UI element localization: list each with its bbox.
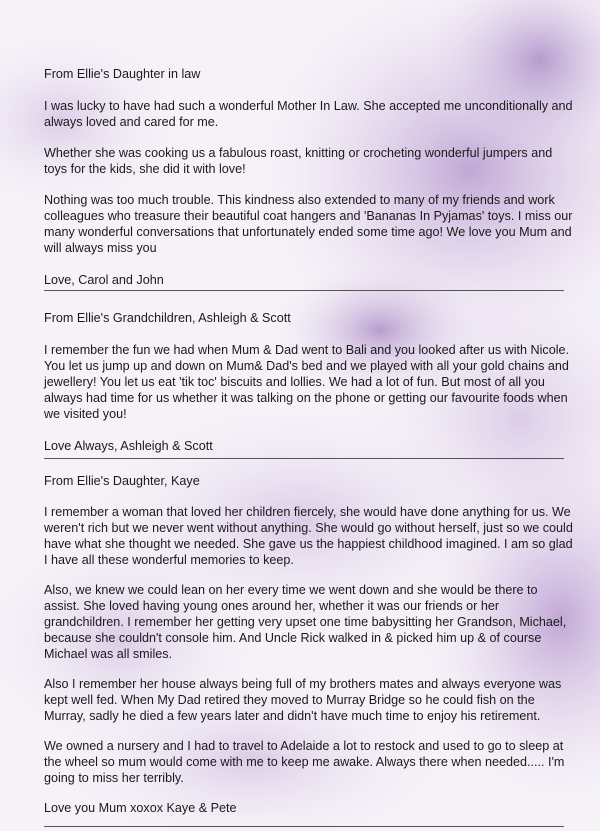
section-heading: From Ellie's Daughter, Kaye: [44, 474, 200, 488]
section-heading: From Ellie's Daughter in law: [44, 67, 201, 81]
signoff: Love Always, Ashleigh & Scott: [44, 439, 213, 453]
paragraph: Whether she was cooking us a fabulous roast, knitting or crocheting wonderful jumpers and toys for the kids, she did it with love!: [44, 146, 553, 176]
paragraph: We owned a nursery and I had to travel to Adelaide a lot to restock and used to go to sleep at the wheel so mum would come with me to keep me awake. Always there when needed..... I'm going to miss her terribly.: [44, 739, 565, 785]
paragraph: I remember a woman that loved her children fiercely, she would have done anything for us. We weren't rich but we never went without anything. She would go without herself, just so we could have what she thought we needed. She gave us the happiest childhood imagined. I am so glad I have all these wonderful memories to keep.: [44, 505, 573, 567]
section-divider: [44, 458, 564, 459]
paragraph: Also, we knew we could lean on her every time we went down and she would be there to assist. She loved having young ones around her, whether it was our friends or her grandchildren. I remember her getting very upset one time babysitting her Grandson, Michael, because she couldn't console him. And Uncle Rick walked in & picked him up & of course Michael was all smiles.: [44, 583, 567, 661]
paragraph: I was lucky to have had such a wonderful Mother In Law. She accepted me unconditionally and always loved and cared for me.: [44, 99, 573, 129]
section-heading: From Ellie's Grandchildren, Ashleigh & Scott: [44, 311, 291, 325]
section-daughter-kaye: [44, 473, 574, 816]
section-grandchildren: [44, 310, 574, 454]
paragraph: Also I remember her house always being full of my brothers mates and always everyone was kept well fed. When My Dad retired they moved to Murray Bridge so he could fish on the Murray, sadly he died a few years later and didn't have much time to enjoy his retirement.: [44, 677, 562, 723]
signoff: Love you Mum xoxox Kaye & Pete: [44, 801, 237, 815]
section-divider: [44, 826, 564, 827]
paragraph: I remember the fun we had when Mum & Dad went to Bali and you looked after us with Nicole. You let us jump up and down on Mum& Dad's bed and we played with all your gold chains and jewellery! You let us eat 'tik toc' biscuits and lollies. We had a lot of fun. But most of all you always had time for us whether it was talking on the phone or getting our favourite foods when we visited you!: [44, 343, 570, 421]
section-daughter-in-law: [44, 66, 574, 288]
signoff: Love, Carol and John: [44, 273, 164, 287]
paragraph: Nothing was too much trouble. This kindness also extended to many of my friends and work colleagues who treasure their beautiful coat hangers and 'Bananas In Pyjamas' toys. I miss our many wonderful conversations that unfortunately ended some time ago! We love you Mum and will always miss you: [44, 193, 573, 255]
section-divider: [44, 290, 564, 291]
